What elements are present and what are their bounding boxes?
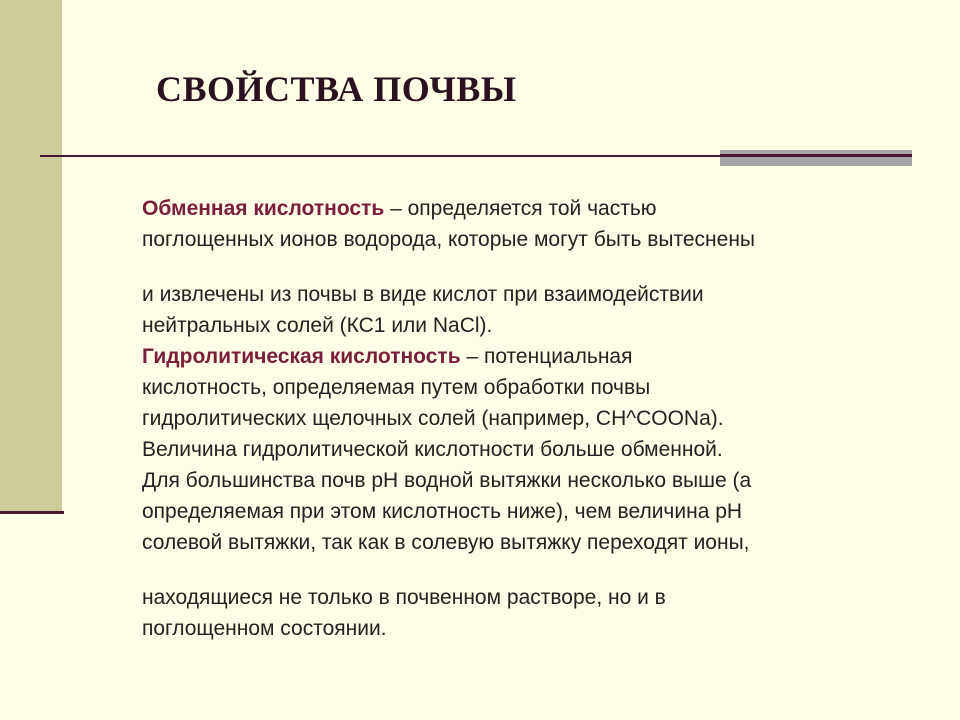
body-line: гидролитических щелочных солей (например, CH^COONa). [142, 407, 724, 430]
body-line: определяемая при этом кислотность ниже), чем величина рН [142, 500, 743, 523]
body-line: и извлечены из почвы в виде кислот при взаимодействии [142, 283, 704, 306]
body-line: нейтральных солей (КС1 или NaCl). [142, 314, 493, 337]
body-line: поглощенных ионов водорода, которые могут быть вытеснены [142, 228, 756, 251]
body-text: – потенциальная [460, 345, 633, 368]
title-accent-bar [720, 150, 912, 166]
body-text: – определяется той частью [384, 197, 657, 220]
body-line: поглощенном состоянии. [142, 617, 387, 640]
body-line [142, 193, 932, 224]
paragraph-gap [142, 558, 932, 582]
term-hydrolytic-acidity: Гидролитическая кислотность [142, 345, 461, 368]
side-decor-line [0, 511, 64, 514]
body-line: Величина гидролитической кислотности больше обменной. [142, 438, 723, 461]
side-decor-bar [0, 0, 62, 512]
body-line: Для большинства почв рН водной вытяжки несколько выше (а [142, 469, 752, 492]
body-line [142, 341, 932, 372]
body-line: солевой вытяжки, так как в солевую вытяжку переходят ионы, [142, 531, 750, 554]
slide-body [142, 193, 932, 644]
body-line: кислотность, определяемая путем обработки почвы [142, 376, 651, 399]
title-accent-line [720, 154, 912, 157]
body-line: находящиеся не только в почвенном растворе, но и в [142, 586, 666, 609]
slide-title: СВОЙСТВА ПОЧВЫ [156, 69, 517, 109]
term-exchange-acidity: Обменная кислотность [142, 197, 385, 220]
paragraph-gap [142, 255, 932, 279]
